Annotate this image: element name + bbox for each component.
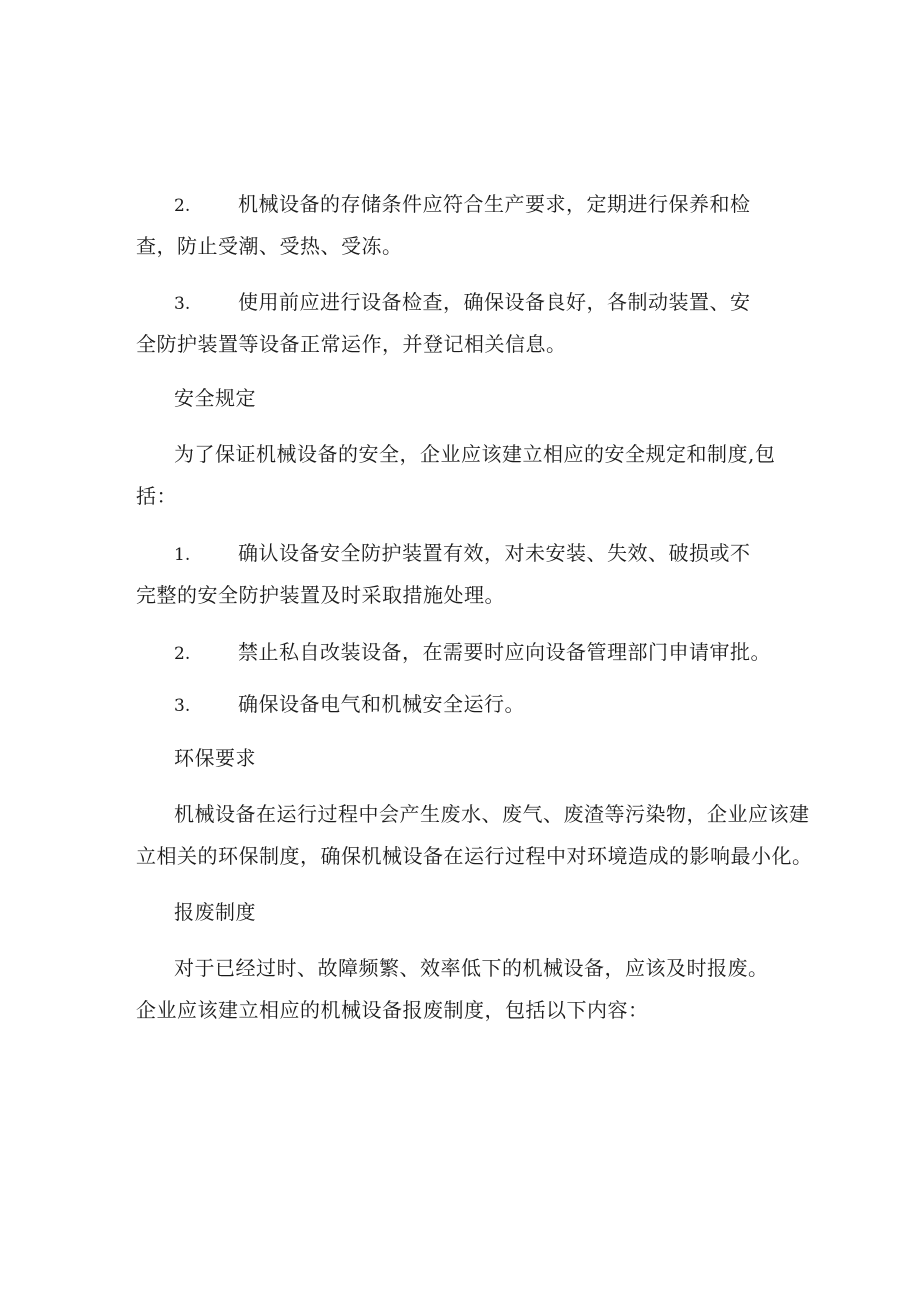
paragraph-scrap-continued: 企业应该建立相应的机械设备报废制度，包括以下内容： [136, 998, 649, 1022]
list-item-text: 使用前应进行设备检查，确保设备良好，各制动装置、安 [238, 290, 751, 314]
paragraph-scrap: 对于已经过时、故障频繁、效率低下的机械设备，应该及时报废。 [174, 956, 769, 980]
list-number: 3. [174, 696, 191, 716]
list-item-text-continued: 查，防止受潮、受热、受冻。 [136, 234, 403, 258]
list-number: 1. [174, 545, 191, 565]
list-item-text: 机械设备的存储条件应符合生产要求，定期进行保养和检 [238, 192, 751, 216]
list-number: 2. [174, 196, 191, 216]
section-heading-safety: 安全规定 [174, 386, 256, 410]
list-number: 3. [174, 294, 191, 314]
list-item-text: 确认设备安全防护装置有效，对未安装、失效、破损或不 [238, 541, 751, 565]
list-number: 2. [174, 644, 191, 664]
list-item-text: 禁止私自改装设备，在需要时应向设备管理部门申请审批。 [238, 640, 771, 664]
paragraph-safety-intro-continued: 括： [136, 484, 177, 508]
section-heading-scrap: 报废制度 [174, 900, 256, 924]
list-item-text: 确保设备电气和机械安全运行。 [238, 692, 525, 716]
paragraph-environment-continued: 立相关的环保制度，确保机械设备在运行过程中对环境造成的影响最小化。 [136, 844, 813, 868]
section-heading-environment: 环保要求 [174, 746, 256, 770]
paragraph-safety-intro: 为了保证机械设备的安全，企业应该建立相应的安全规定和制度,包 [174, 442, 776, 466]
list-item-text-continued: 全防护装置等设备正常运作，并登记相关信息。 [136, 332, 567, 356]
list-item-text-continued: 完整的安全防护装置及时采取措施处理。 [136, 583, 505, 607]
paragraph-environment: 机械设备在运行过程中会产生废水、废气、废渣等污染物，企业应该建 [174, 802, 810, 826]
